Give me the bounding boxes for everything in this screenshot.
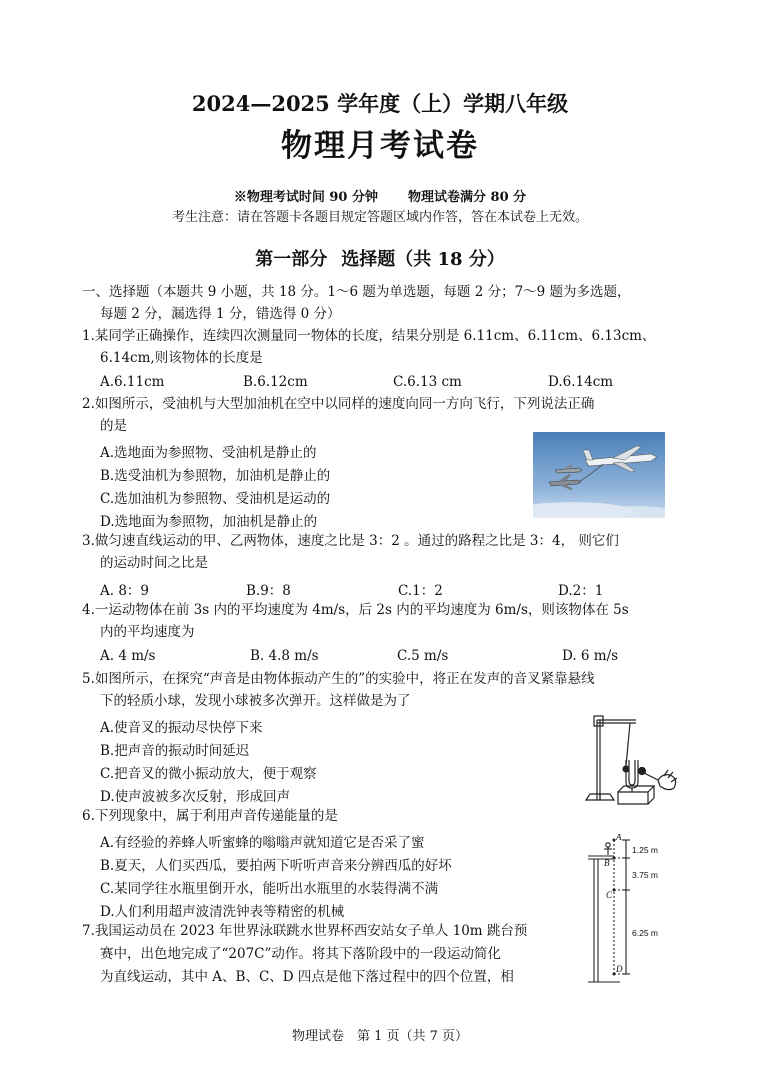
point-a-label: A xyxy=(616,834,622,842)
exam-year-title: 2024—2025 学年度（上）学期八年级 xyxy=(191,91,569,116)
q3-option-c: C.1：2 xyxy=(398,583,443,599)
part-label: 第一部分 xyxy=(255,249,328,270)
point-d-label: D xyxy=(616,964,623,974)
q1-stem-line2: 6.14cm,则该物体的长度是 xyxy=(100,350,263,366)
q4-stem-line1: 4.一运动物体在前 3s 内的平均速度为 4m/s，后 2s 内的平均速度为 6m/s，则该物体在 5s xyxy=(82,602,629,618)
q3-option-d: D.2：1 xyxy=(558,583,604,599)
q7-stem-line3: 为直线运动，其中 A、B、C、D 四点是他下落过程中的四个位置，相 xyxy=(100,969,514,985)
refueling-aircraft-photo xyxy=(533,432,665,518)
q2-option-d: D.选地面为参照物，加油机是静止的 xyxy=(100,514,318,530)
page-footer: 物理试卷 第 1 页（共 7 页） xyxy=(291,1029,469,1044)
q5-option-b: B.把声音的振动时间延迟 xyxy=(100,743,250,759)
q4-stem-line2: 内的平均速度为 xyxy=(100,624,195,640)
q2-stem-line2: 的是 xyxy=(100,418,127,434)
q4-option-c: C.5 m/s xyxy=(397,648,449,664)
q4-option-b: B. 4.8 m/s xyxy=(250,648,319,664)
q1-option-c: C.6.13 cm xyxy=(393,374,462,390)
q3-option-b: B.9：8 xyxy=(246,583,291,599)
diving-platform-figure xyxy=(588,834,698,984)
q5-option-d: D.使声波被多次反射，形成回声 xyxy=(100,789,291,805)
q1-option-d: D.6.14cm xyxy=(548,374,614,390)
dim-ab-label: 1.25 m xyxy=(632,845,658,855)
q6-option-a: A.有经验的养蜂人听蜜蜂的嗡嗡声就知道它是否采了蜜 xyxy=(100,835,425,851)
q2-option-c: C.选加油机为参照物、受油机是运动的 xyxy=(100,491,331,507)
q2-option-a: A.选地面为参照物、受油机是静止的 xyxy=(100,445,317,461)
part-title: 选择题（共 18 分） xyxy=(341,249,505,270)
q5-option-c: C.把音叉的微小振动放大，便于观察 xyxy=(100,766,317,782)
q3-stem-line2: 的运动时间之比是 xyxy=(100,555,208,571)
q1-option-b: B.6.12cm xyxy=(243,374,308,390)
point-b-label: B xyxy=(604,858,610,868)
section-instructions-line1: 一、选择题（本题共 9 小题，共 18 分。1～6 题为单选题，每题 2 分；7～9 题为多选题， xyxy=(82,284,631,300)
exam-notice: 考生注意：请在答题卡各题目规定答题区域内作答，答在本试卷上无效。 xyxy=(171,210,588,225)
point-c-label: C xyxy=(606,890,613,900)
exam-main-title: 物理月考试卷 xyxy=(281,128,479,164)
q4-option-d: D. 6 m/s xyxy=(562,648,619,664)
exam-time-score xyxy=(0,186,760,205)
exam-time-note: ※物理考试时间 90 分钟 xyxy=(233,190,378,205)
q2-stem-line1: 2.如图所示，受油机与大型加油机在空中以同样的速度向同一方向飞行，下列说法正确 xyxy=(82,396,595,412)
q6-option-b: B.夏天，人们买西瓜，要拍两下听听声音来分辨西瓜的好坏 xyxy=(100,858,452,874)
q5-option-a: A.使音叉的振动尽快停下来 xyxy=(100,720,263,736)
dim-bc-label: 3.75 m xyxy=(632,870,658,880)
exam-score-note: 物理试卷满分 80 分 xyxy=(408,190,527,205)
q6-option-c: C.某同学往水瓶里倒开水，能听出水瓶里的水装得满不满 xyxy=(100,881,439,897)
tuning-fork-pendulum-figure xyxy=(578,708,684,806)
q3-option-a: A. 8：9 xyxy=(100,583,150,599)
q7-stem-line2: 赛中，出色地完成了“207C”动作。将其下落阶段中的一段运动简化 xyxy=(100,946,501,962)
dim-cd-label: 6.25 m xyxy=(632,928,658,938)
q5-stem-line2: 下的轻质小球，发现小球被多次弹开。这样做是为了 xyxy=(100,693,411,709)
q4-option-a: A. 4 m/s xyxy=(100,648,156,664)
q5-stem-line1: 5.如图所示，在探究“声音是由物体振动产生的”的实验中，将正在发声的音叉紧靠悬线 xyxy=(82,671,595,687)
q7-stem-line1: 7.我国运动员在 2023 年世界泳联跳水世界杯西安站女子单人 10m 跳台预 xyxy=(82,923,528,939)
q6-option-d: D.人们利用超声波清洗钟表等精密的机械 xyxy=(100,904,345,920)
q2-option-b: B.选受油机为参照物，加油机是静止的 xyxy=(100,468,331,484)
q3-stem-line1: 3.做匀速直线运动的甲、乙两物体，速度之比是 3：2 。通过的路程之比是 3：4， 则它们 xyxy=(82,533,619,549)
q1-stem-line1: 1.某同学正确操作，连续四次测量同一物体的长度，结果分别是 6.11cm、6.11cm、6.13cm、 xyxy=(82,328,656,344)
q1-option-a: A.6.11cm xyxy=(100,374,165,390)
q6-stem-line1: 6.下列现象中，属于利用声音传递能量的是 xyxy=(82,808,338,824)
part-heading xyxy=(0,245,760,271)
section-instructions-line2: 每题 2 分，漏选得 1 分，错选得 0 分） xyxy=(100,306,341,322)
